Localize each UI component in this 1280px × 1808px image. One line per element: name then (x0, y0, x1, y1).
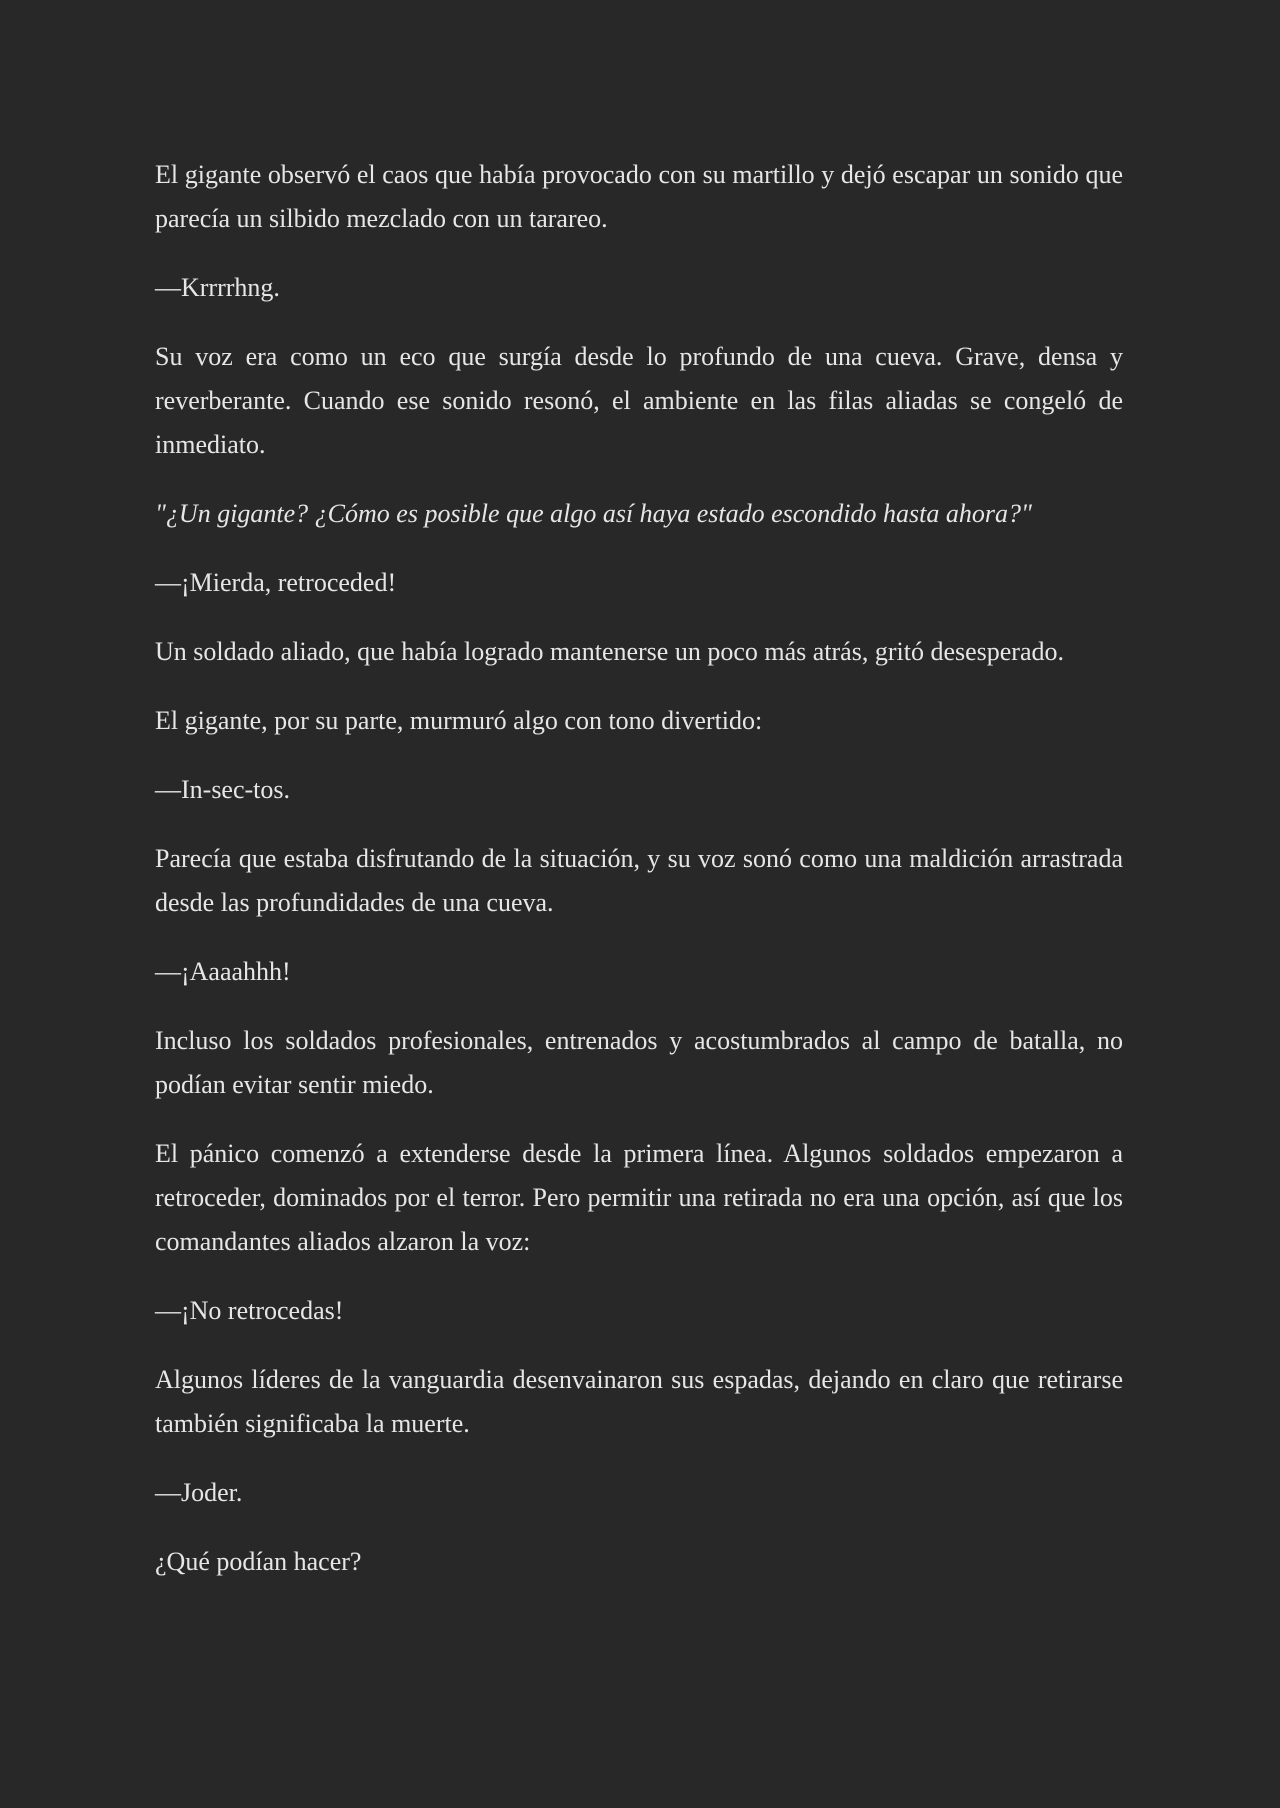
paragraph-dialogue: —Krrrrhng. (155, 273, 280, 302)
paragraph-thought: "¿Un gigante? ¿Cómo es posible que algo así haya estado escondido hasta ahora?" (155, 499, 1032, 528)
paragraph-narration: Algunos líderes de la vanguardia desenvainaron sus espadas, dejando en claro que retirarse también significaba la muerte. (155, 1365, 1123, 1438)
paragraph-dialogue: —Joder. (155, 1478, 243, 1507)
paragraph-dialogue: —¡No retrocedas! (155, 1296, 344, 1325)
paragraph-narration: Parecía que estaba disfrutando de la situación, y su voz sonó como una maldición arrastrada desde las profundidades de una cueva. (155, 844, 1123, 917)
paragraph-narration: El gigante observó el caos que había provocado con su martillo y dejó escapar un sonido que parecía un silbido mezclado con un tarareo. (155, 160, 1123, 233)
paragraph-narration: Un soldado aliado, que había logrado mantenerse un poco más atrás, gritó desesperado. (155, 637, 1064, 666)
paragraph-narration: El gigante, por su parte, murmuró algo con tono divertido: (155, 706, 763, 735)
chapter-text (155, 153, 1123, 1584)
paragraph-dialogue: —¡Aaaahhh! (155, 957, 291, 986)
paragraph-narration: Incluso los soldados profesionales, entrenados y acostumbrados al campo de batalla, no podían evitar sentir miedo. (155, 1026, 1123, 1099)
paragraph-narration: El pánico comenzó a extenderse desde la primera línea. Algunos soldados empezaron a retroceder, dominados por el terror. Pero permitir una retirada no era una opción, así que los comandantes aliados alzaron la voz: (155, 1139, 1123, 1256)
paragraph-dialogue: —¡Mierda, retroceded! (155, 568, 397, 597)
paragraph-narration: ¿Qué podían hacer? (155, 1547, 362, 1576)
paragraph-narration: Su voz era como un eco que surgía desde lo profundo de una cueva. Grave, densa y reverberante. Cuando ese sonido resonó, el ambiente en las filas aliadas se congeló de inmediato. (155, 342, 1123, 459)
paragraph-dialogue: —In-sec-tos. (155, 775, 291, 804)
